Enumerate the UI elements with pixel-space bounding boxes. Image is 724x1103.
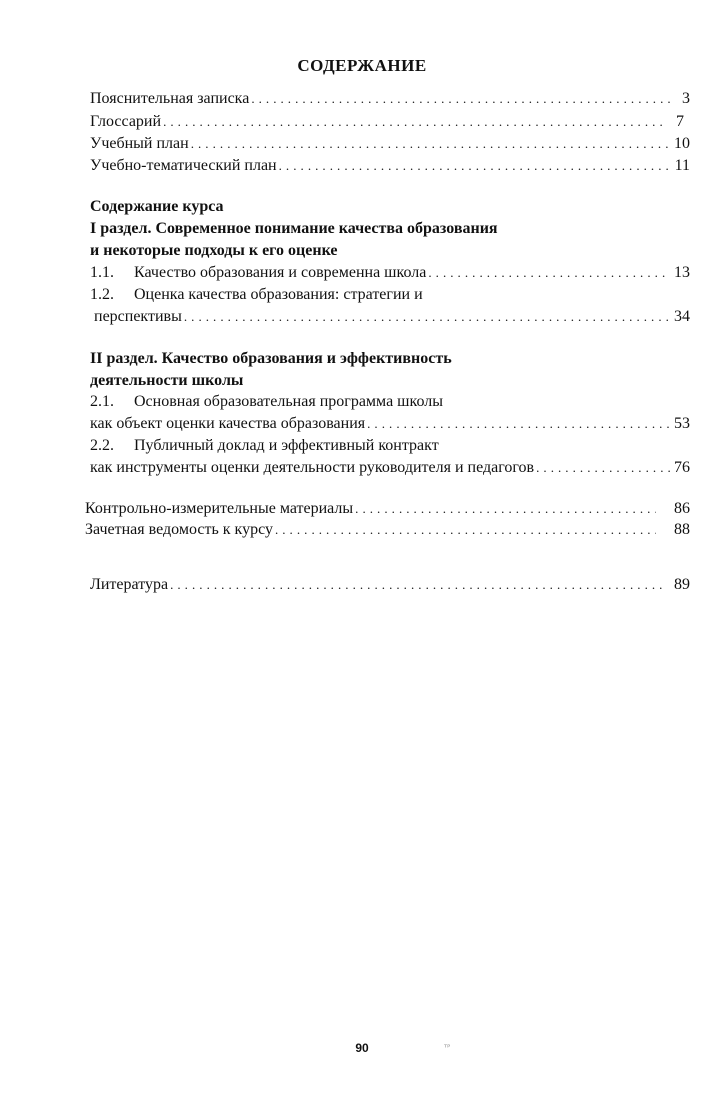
dot-leader	[367, 414, 670, 434]
toc-entry-2-1-line2	[90, 414, 690, 434]
toc-entry-text: Учебно-тематический план	[90, 157, 277, 174]
dot-leader	[251, 89, 670, 109]
toc-entry-page: 3	[682, 90, 690, 107]
toc-entry-page: 7	[676, 113, 684, 130]
toc-entry-1-2-line2	[94, 307, 690, 327]
section-1-heading: I раздел. Современное понимание качества образования	[90, 220, 498, 237]
page-title: СОДЕРЖАНИЕ	[297, 56, 427, 75]
toc-entry-text	[90, 263, 426, 283]
dot-leader	[428, 263, 670, 283]
toc-entry-text: Зачетная ведомость к курсу	[85, 521, 273, 538]
toc-entry-2-2-line1	[90, 436, 439, 456]
toc-entry-page: 86	[674, 500, 690, 517]
section-2-heading-continued: деятельности школы	[90, 372, 244, 389]
toc-entry-text: Литература	[90, 576, 169, 593]
dot-leader	[536, 458, 670, 478]
toc-entry-title: Качество образования и современна школа	[134, 264, 427, 281]
dot-leader	[279, 156, 670, 176]
toc-entry-number: 1.2.	[90, 286, 114, 303]
toc-entry-number: 2.1.	[90, 393, 114, 410]
toc-entry-page: 13	[674, 264, 690, 281]
toc-entry-page: 88	[674, 521, 690, 538]
dot-leader	[355, 499, 656, 519]
toc-entry-page: 34	[674, 308, 690, 325]
toc-entry-curriculum	[90, 134, 690, 154]
dot-leader	[275, 520, 656, 540]
toc-entry-text: Контрольно-измерительные материалы	[85, 500, 354, 517]
toc-entry-grade-sheet	[85, 520, 690, 540]
toc-entry-1-1	[90, 263, 690, 283]
toc-entry-text: Учебный план	[90, 135, 189, 152]
toc-entry-1-2-line1	[90, 285, 423, 305]
page-number: 90	[355, 1041, 369, 1055]
toc-entry-title-continued: как инструменты оценки деятельности руководителя и педагогов	[90, 459, 535, 476]
toc-entry-thematic-plan	[90, 156, 690, 176]
toc-entry-assessment-materials	[85, 499, 690, 519]
section-1-heading-continued: и некоторые подходы к его оценке	[90, 242, 338, 259]
toc-entry-explanatory-note	[90, 89, 690, 109]
toc-entry-number: 1.1.	[90, 264, 114, 281]
toc-entry-page: 89	[674, 576, 690, 593]
dot-leader	[170, 575, 664, 595]
toc-entry-title-continued: перспективы	[94, 308, 182, 325]
dot-leader	[163, 112, 664, 132]
toc-entry-text: Глоссарий	[90, 113, 162, 130]
toc-entry-page: 53	[674, 415, 690, 432]
toc-entry-page: 76	[674, 459, 690, 476]
toc-entry-page: 11	[674, 157, 690, 174]
dot-leader	[184, 307, 670, 327]
section-2-heading: II раздел. Качество образования и эффективность	[90, 350, 452, 367]
toc-entry-title: Основная образовательная программа школы	[134, 393, 443, 410]
toc-entry-number: 2.2.	[90, 437, 114, 454]
toc-entry-title-continued: как объект оценки качества образования	[90, 415, 366, 432]
course-heading: Содержание курса	[90, 198, 224, 215]
dot-leader	[191, 134, 670, 154]
toc-entry-literature	[90, 575, 690, 595]
toc-entry-glossary	[90, 112, 684, 132]
toc-entry-title: Оценка качества образования: стратегии и	[134, 286, 423, 303]
toc-entry-page: 10	[674, 135, 690, 152]
toc-entry-text: Пояснительная записка	[90, 90, 250, 107]
scan-artifact: ᵀᴾ	[444, 1043, 451, 1052]
toc-entry-2-1-line1	[90, 392, 443, 412]
toc-entry-title: Публичный доклад и эффективный контракт	[134, 437, 439, 454]
toc-entry-2-2-line2	[90, 458, 690, 478]
